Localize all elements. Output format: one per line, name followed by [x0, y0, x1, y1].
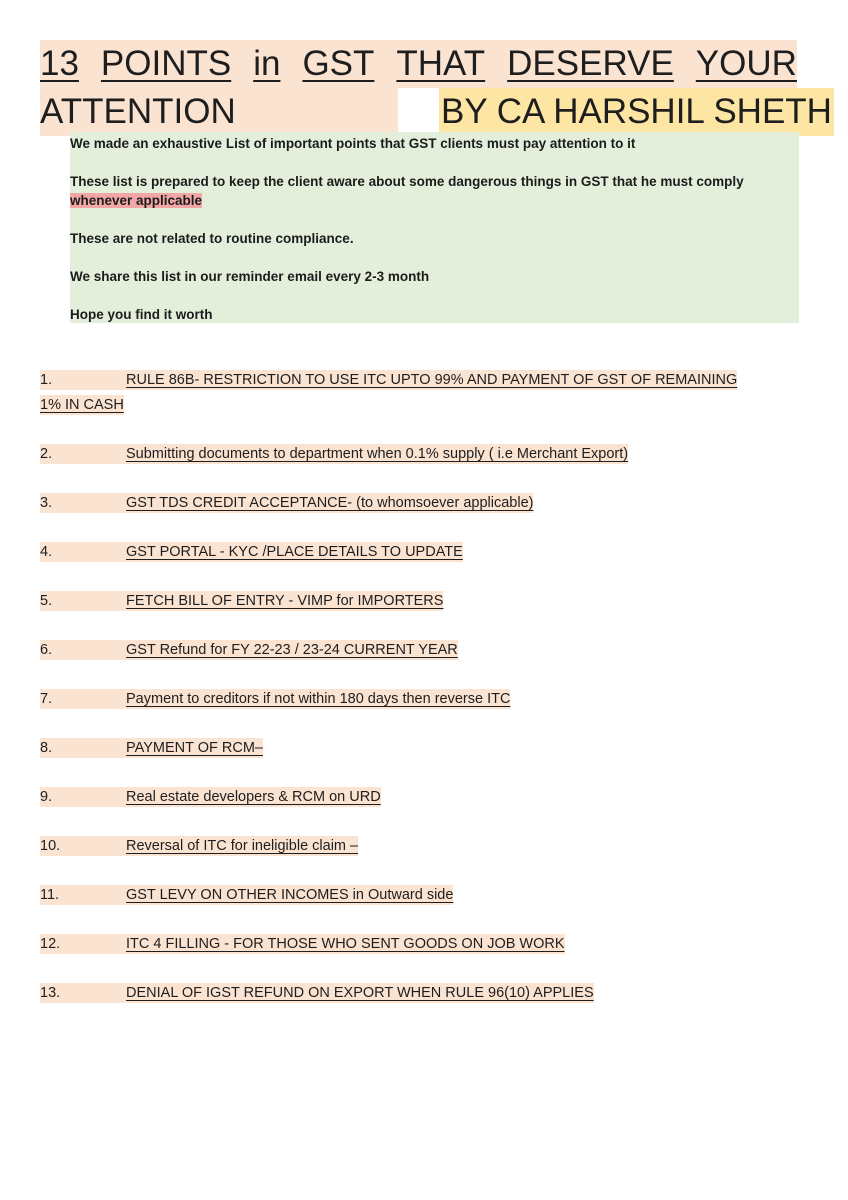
point-number: 8.: [40, 740, 53, 756]
title-author: BY CA HARSHIL SHETH: [439, 88, 834, 136]
title-word: DESERVE: [507, 44, 674, 83]
title-word: GST: [302, 44, 375, 83]
point-item: [40, 932, 565, 956]
point-item: [40, 785, 381, 809]
point-text: Payment to creditors if not within 180 days then reverse ITC: [126, 691, 511, 707]
title-word: THAT: [396, 44, 486, 83]
point-item: [40, 540, 463, 564]
point-text-cont: 1% IN CASH: [40, 397, 124, 413]
point-item: [40, 736, 263, 760]
point-item: [40, 368, 737, 392]
title-word: 13: [40, 44, 79, 83]
title-word: POINTS: [100, 44, 232, 83]
point-item-continued: [40, 393, 124, 417]
point-text: GST Refund for FY 22-23 / 23-24 CURRENT YEAR: [126, 642, 458, 658]
point-text: Real estate developers & RCM on URD: [126, 789, 381, 805]
point-text: ITC 4 FILLING - FOR THOSE WHO SENT GOODS ON JOB WORK: [126, 936, 565, 952]
point-item: [40, 589, 443, 613]
point-text: Submitting documents to department when 0.1% supply ( i.e Merchant Export): [126, 446, 629, 462]
title-line-2: [40, 88, 832, 136]
point-text: GST LEVY ON OTHER INCOMES in Outward side: [126, 887, 454, 903]
intro-paragraph-4: We share this list in our reminder email every 2-3 month: [70, 269, 430, 284]
intro-highlight: whenever applicable: [70, 193, 203, 208]
intro-paragraph-5: Hope you find it worth: [70, 307, 213, 322]
point-text: Reversal of ITC for ineligible claim –: [126, 838, 359, 854]
point-text: GST PORTAL - KYC /PLACE DETAILS TO UPDATE: [126, 544, 463, 560]
point-item: [40, 687, 510, 711]
point-item: [40, 834, 358, 858]
title-line-1: [40, 40, 797, 88]
title-attention: ATTENTION: [40, 92, 236, 131]
point-number: 4.: [40, 544, 53, 560]
title-word: YOUR: [695, 44, 797, 83]
point-number: 12.: [40, 936, 61, 952]
point-text: GST TDS CREDIT ACCEPTANCE- (to whomsoever applicable): [126, 495, 534, 511]
point-number: 11.: [40, 887, 60, 903]
point-text: RULE 86B- RESTRICTION TO USE ITC UPTO 99% AND PAYMENT OF GST OF REMAINING: [126, 372, 738, 388]
point-item: [40, 491, 533, 515]
title-attention-block: [40, 88, 398, 136]
point-text: DENIAL OF IGST REFUND ON EXPORT WHEN RULE 96(10) APPLIES: [126, 985, 594, 1001]
point-number: 2.: [40, 446, 53, 462]
point-item: [40, 883, 453, 907]
point-number: 10.: [40, 838, 61, 854]
intro-paragraph-2: These list is prepared to keep the client aware about some dangerous things in GST that he must comply: [70, 174, 744, 189]
point-text: PAYMENT OF RCM–: [126, 740, 263, 756]
point-number: 5.: [40, 593, 53, 609]
intro-paragraph-2-cont: [70, 193, 202, 208]
point-number: 7.: [40, 691, 53, 707]
point-number: 1.: [40, 372, 53, 388]
intro-box: [70, 132, 799, 323]
point-number: 13.: [40, 985, 61, 1001]
point-item: [40, 442, 628, 466]
point-number: 9.: [40, 789, 53, 805]
point-number: 6.: [40, 642, 53, 658]
intro-paragraph-1: We made an exhaustive List of important points that GST clients must pay attention to it: [70, 136, 636, 151]
point-item: [40, 981, 594, 1005]
point-number: 3.: [40, 495, 53, 511]
intro-paragraph-3: These are not related to routine compliance.: [70, 231, 354, 246]
point-text: FETCH BILL OF ENTRY - VIMP for IMPORTERS: [126, 593, 444, 609]
title-word: in: [253, 44, 281, 83]
point-item: [40, 638, 458, 662]
